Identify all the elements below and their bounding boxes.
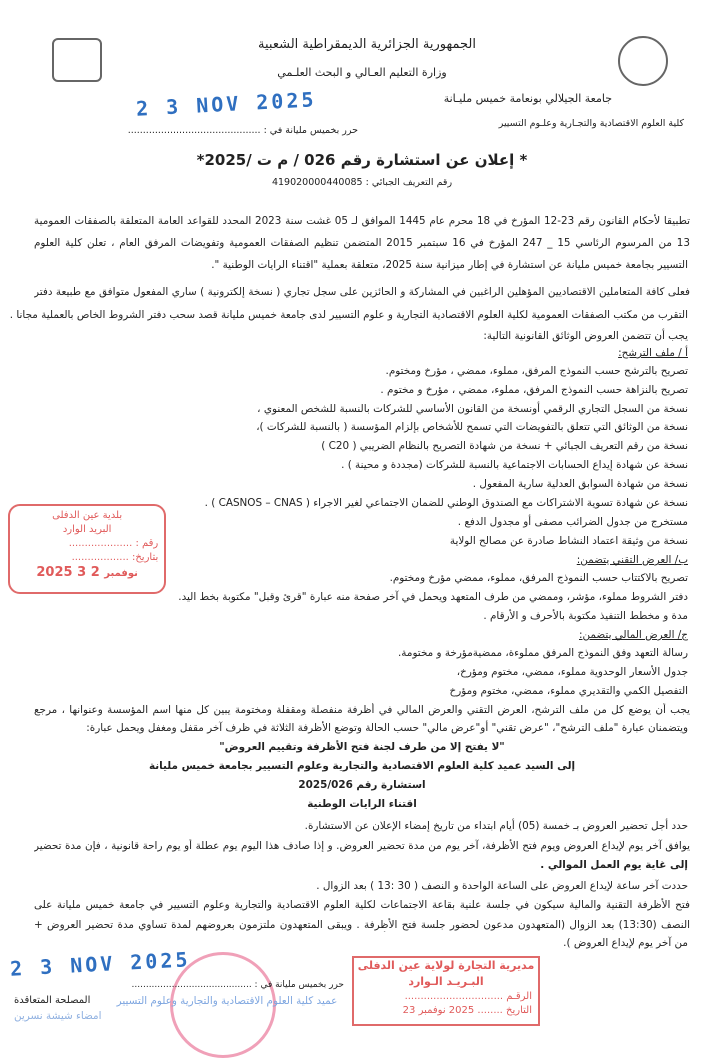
list-item: تصريح بالترشح حسب النموذج المرفق، مملوء، ممضي ، مؤرخ ومختوم.	[385, 365, 688, 377]
envelope-ref: استشارة رقم 2025/026	[298, 779, 426, 791]
ministry-heading: وزارة التعليم العـالي و البحث العلـمي	[277, 66, 447, 79]
stamp-line: مديرية التجارة لولاية عين الدفلى	[357, 959, 535, 972]
envelope-addressee: إلى السيد عميد كلية العلوم الاقتصادية والتجارية وعلوم التسيير بجامعة خميس مليانة	[148, 760, 576, 772]
invite-line: فعلى كافة المتعاملين الاقتصاديين المؤهلين الراغبين في المشاركة و الحائزين على سجل تجاري ( نسخة إلكترونية ) ساري المفعول متوافق مع طبيعة دفتر	[34, 286, 690, 298]
stamp-line: بلدية عين الدفلى	[52, 510, 123, 521]
stamp-line: البـريـد الـوارد	[408, 975, 484, 988]
signature-name: امضاء شيشة نسرين	[14, 1010, 102, 1022]
deadline-line: إلى غاية يوم العمل الموالي .	[540, 859, 688, 871]
tax-id: رقم التعريف الجبائي : 419020000440085	[271, 177, 453, 188]
intro-line: 13 من المرسوم الرئاسي 15 _ 247 المؤرخ في 16 سبتمبر 2015 المتضمن تنظيم الصفقات العمومية وتفويضات المرفق العام ، تعلن كلية العلوم	[34, 237, 690, 249]
list-item: مستخرج من جدول الضرائب مصفى أو مجدول الدفع .	[457, 516, 688, 528]
envelope-warning: "لا يفتح إلا من طرف لجنة فتح الأظرفة وتقييم العروض"	[219, 741, 505, 753]
stamp-number: رقم : ....................	[68, 538, 159, 549]
footer-issued-at: حرر بخميس مليانة في : ..........................................	[131, 980, 344, 990]
stamp-date: التاريخ ........ 2025 نوفمبر 23	[402, 1005, 532, 1016]
envelope-subject: اقتناء الرايات الوطنية	[307, 798, 417, 810]
document-title: * إعلان عن استشارة رقم 026 / م ت /2025*	[196, 151, 528, 169]
issued-at-line: حرر بخميس مليانة في : ............................................	[127, 125, 358, 136]
deadline-line: من آخر يوم لإيداع العروض ).	[563, 937, 688, 949]
list-item: تصريح بالنزاهة حسب النموذج المرفق، مملوء، ممضي ، مؤرخ و مختوم .	[380, 384, 688, 396]
list-item: التفصيل الكمي والتقديري مملوء، ممضي، مختوم ومؤرخ	[449, 685, 688, 697]
list-item: نسخة عن شهادة إيداع الحسابات الاجتماعية بالنسبة للشركات (مجددة و محينة ) .	[341, 459, 688, 471]
deadline-line: النصف (13:30) بعد الزوال (المتعهدون مدعون لحضور جلسة فتح الأظرفة . ويبقى المتعهدون ملتزمون بعروضهم لمدة تساوي مدة تحضير العروض +	[34, 919, 690, 931]
list-item: مدة و مخطط التنفيذ مكتوبة بالأحرف و الأرقام .	[483, 610, 688, 622]
stamp-line: البريد الوارد	[62, 524, 112, 535]
list-item: تصريح بالاكتتاب حسب النموذج المرفق، مملوء، ممضي مؤرخ ومختوم.	[389, 572, 688, 584]
invite-line: التقرب من مكتب الصفقات العمومية لكلية العلوم الاقتصادية التجارية و علوم التسيير لدى جامعة خميس مليانة قصد سحب دفتر الشروط الخاص بالعملية مجانا .	[9, 309, 688, 321]
list-item: دفتر الشروط مملوء، مؤشر، وممضي من طرف المتعهد ويحمل في آخر صفحة منه عبارة "قرئ وقبل" مكتوبة بخط اليد.	[178, 591, 688, 603]
stamp-day: 2 3	[77, 565, 100, 580]
list-item: نسخة من السجل التجاري الرقمي أونسخة من القانون الأساسي للشركات بالنسبة للشخص المعنوي ،	[257, 403, 688, 415]
list-item: نسخة من الوثائق التي تتعلق بالتفويضات التي تسمح للأشخاص بإلزام المؤسسة ( بالنسبة للشركات )،	[256, 421, 688, 433]
invite-line: يجب أن تتضمن العروض الوثائق القانونية التالية:	[483, 330, 688, 342]
envelope-line: ويتضمنان عبارة "ملف الترشح"، "عرض تقني" أو"عرض مالي" حسب الحالة وتوضع الأظرفة الثلاثة في ظرف آخر مقفل ومغفل ويحمل عبارة:	[86, 722, 688, 734]
commerce-mail-stamp	[352, 956, 540, 1026]
stamp-year: 2025	[36, 565, 73, 580]
list-item: رسالة التعهد وفق النموذج المرفق مملوءة، ممضيةمؤرخة و مختومة.	[398, 647, 688, 659]
republic-heading: الجمهورية الجزائرية الديمقراطية الشعبية	[258, 37, 476, 52]
signature-stamp-text: عميد كلية العلوم الاقتصادية والتجارية وعلوم التسيير	[116, 995, 338, 1007]
section-b-heading: ب/ العرض التقني يتضمن:	[576, 554, 688, 566]
list-item: نسخة من رقم التعريف الجبائي + نسخة من شهادة التصريح بالنظام الضريبي ( C20 )	[321, 440, 688, 452]
intro-line: تطبيقا لأحكام القانون رقم 23-12 المؤرخ في 18 محرم عام 1445 الموافق لـ 05 غشت سنة 2023 المحدد للقواعد العامة المتعلقة بالصفقات العمومية	[34, 215, 690, 227]
deadline-line: فتح الأظرفة التقنية والمالية سيكون في جلسة علنية بقاعة الاجتماعات لكلية العلوم الاقتصادية والتجارية وعلوم التسيير في جامعة خميس مليانة على	[34, 899, 690, 911]
deadline-line: حددت آخر ساعة لإيداع العروض على الساعة الواحدة و النصف ( 30 :13 ) بعد الزوال .	[316, 880, 688, 892]
footer-date-stamp: 2 3 NOV 2025	[9, 947, 192, 981]
envelope-line: يجب أن يوضع كل من ملف الترشح، العرض التقني والعرض المالي في أظرفة منفصلة ومقفلة ومختومة يبين كل منها اسم المؤسسة وعنوانها ، مرجع	[34, 704, 690, 716]
faculty-name: كلية العلوم الاقتصادية والتجـارية وعلـوم التسيير	[498, 118, 684, 129]
municipality-mail-stamp	[8, 504, 166, 594]
stamp-month: نوفمبر	[104, 568, 138, 579]
stamp-number: الرقـم ...............................	[404, 991, 532, 1002]
section-a-heading: أ / ملف الترشح:	[618, 347, 688, 359]
list-item: نسخة من شهادة السوابق العدلية سارية المفعول .	[472, 478, 688, 490]
list-item: جدول الأسعار الوحدوية مملوء، ممضي، مختوم ومؤرخ،	[456, 666, 688, 678]
stamp-date: بتاريخ: ..................	[71, 552, 159, 563]
list-item: نسخة من وثيقة اعتماد النشاط صادرة عن مصالح الولاية	[449, 535, 688, 547]
date-stamp: 2 3 NOV 2025	[135, 87, 318, 121]
deadline-line: يوافق آخر يوم لإيداع العروض ويوم فتح الأظرفة، آخر يوم من مدة تحضير العروض. و إذا صادف هذا اليوم يوم عطلة أو يوم راحة قانونية ، فإن مدة تحضير	[34, 840, 690, 852]
university-name: جامعة الجيلالي بونعامة خميس مليـانة	[443, 92, 612, 105]
section-c-heading: ج/ العرض المالي يتضمن:	[579, 629, 688, 641]
intro-line: التسيير بجامعة خميس مليانة عن استشارة في إطار ميزانية سنة 2025، متعلقة بعملية "اقتناء الرايات الوطنية ".	[211, 259, 688, 271]
deadline-line: حدد أجل تحضير العروض بـ خمسة (05) أيام ابتداء من تاريخ إمضاء الإعلان عن الاستشارة.	[304, 820, 688, 832]
list-item: نسخة عن شهادة تسوية الاشتراكات مع الصندوق الوطني للضمان الاجتماعي لغير الاجراء ( CASNOS – CNAS ) .	[204, 497, 688, 509]
contracting-service-label: المصلحة المتعاقدة	[14, 995, 91, 1006]
